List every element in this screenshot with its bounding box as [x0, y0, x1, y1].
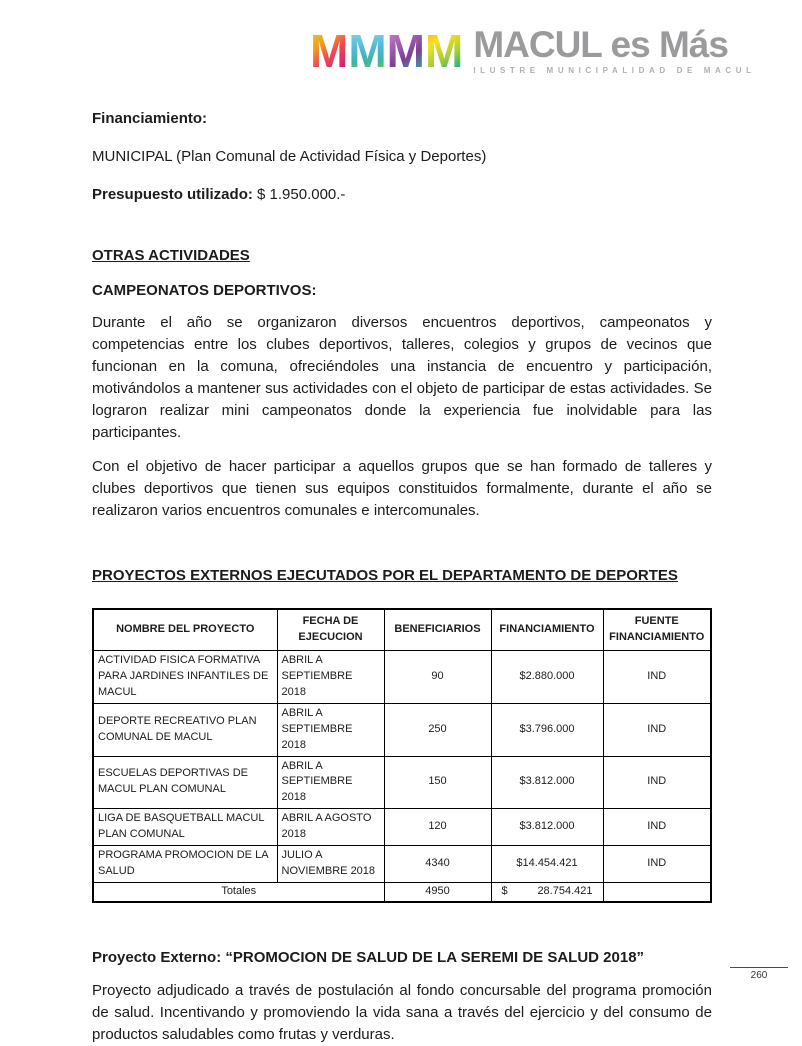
logo-m1-icon: M — [310, 25, 347, 77]
table-header-row — [93, 609, 711, 650]
col-header-fecha: FECHA DE EJECUCION — [277, 609, 384, 650]
page-number: 260 — [730, 967, 788, 981]
cell-beneficiarios: 4340 — [384, 846, 491, 883]
cell-beneficiarios: 120 — [384, 809, 491, 846]
totals-amount: 28.754.421 — [537, 885, 593, 898]
cell-nombre: ESCUELAS DEPORTIVAS DE MACUL PLAN COMUNAL — [93, 756, 277, 809]
col-header-financiamiento: FINANCIAMIENTO — [491, 609, 603, 650]
col-header-fuente: FUENTE FINANCIAMIENTO — [603, 609, 711, 650]
cell-nombre: PROGRAMA PROMOCION DE LA SALUD — [93, 846, 277, 883]
cell-nombre: ACTIVIDAD FISICA FORMATIVA PARA JARDINES INFANTILES DE MACUL — [93, 650, 277, 703]
cell-fuente: IND — [603, 809, 711, 846]
table-totals-row — [93, 883, 711, 902]
col-header-nombre: NOMBRE DEL PROYECTO — [93, 609, 277, 650]
document-body — [92, 0, 712, 1046]
presupuesto-line — [92, 186, 712, 203]
cell-financiamiento: $3.812.000 — [491, 809, 603, 846]
cell-fuente: IND — [603, 650, 711, 703]
logo-m2-icon: M — [348, 25, 385, 77]
campeonatos-heading: CAMPEONATOS DEPORTIVOS: — [92, 282, 317, 299]
cell-fecha: ABRIL A SEPTIEMBRE 2018 — [277, 756, 384, 809]
cell-fuente: IND — [603, 703, 711, 756]
proyectos-table — [92, 608, 712, 903]
cell-fecha: ABRIL A SEPTIEMBRE 2018 — [277, 650, 384, 703]
totals-financiamiento — [491, 883, 603, 902]
cell-financiamiento: $14.454.421 — [491, 846, 603, 883]
cell-fuente: IND — [603, 846, 711, 883]
logo-m4-icon: M — [424, 25, 462, 77]
presupuesto-label: Presupuesto utilizado: — [92, 186, 253, 203]
col-header-beneficiarios: BENEFICIARIOS — [384, 609, 491, 650]
cell-fuente: IND — [603, 756, 711, 809]
cell-nombre: LIGA DE BASQUETBALL MACUL PLAN COMUNAL — [93, 809, 277, 846]
cell-financiamiento: $3.812.000 — [491, 756, 603, 809]
proyecto-externo-paragraph: Proyecto adjudicado a través de postulación al fondo concursable del programa promoción de salud. Incentivando y promoviendo la vida sana a través del ejercicio y del consumo de productos saludables como frutas y verduras. — [92, 982, 712, 1043]
logo-tagline: ILUSTRE MUNICIPALIDAD DE MACUL — [473, 66, 756, 75]
table-row — [93, 809, 711, 846]
cell-nombre: DEPORTE RECREATIVO PLAN COMUNAL DE MACUL — [93, 703, 277, 756]
cell-fecha: JULIO A NOVIEMBRE 2018 — [277, 846, 384, 883]
table-row — [93, 756, 711, 809]
totals-empty-cell — [603, 883, 711, 902]
proyecto-externo-heading: Proyecto Externo: “PROMOCION DE SALUD DE LA SEREMI DE SALUD 2018” — [92, 949, 645, 966]
cell-financiamiento: $2.880.000 — [491, 650, 603, 703]
cell-beneficiarios: 150 — [384, 756, 491, 809]
totals-beneficiarios: 4950 — [384, 883, 491, 902]
totals-currency-symbol: $ — [501, 885, 508, 898]
financiamiento-label: Financiamiento: — [92, 110, 208, 127]
cell-beneficiarios: 90 — [384, 650, 491, 703]
table-row — [93, 650, 711, 703]
totals-label: Totales — [93, 883, 384, 902]
table-row — [93, 846, 711, 883]
logo-title: MACUL es Más — [473, 24, 728, 65]
presupuesto-value: $ 1.950.000.- — [252, 186, 346, 203]
proyectos-externos-heading: PROYECTOS EXTERNOS EJECUTADOS POR EL DEPARTAMENTO DE DEPORTES — [92, 567, 678, 584]
logo-m3-icon: M — [386, 25, 423, 77]
campeonatos-paragraph-2: Con el objetivo de hacer participar a aquellos grupos que se han formado de talleres y clubes deportivos que tienen sus equipos constituidos formalmente, durante el año se realizaron varios encuentros comunales e intercomunales. — [92, 458, 712, 519]
cell-financiamiento: $3.796.000 — [491, 703, 603, 756]
cell-beneficiarios: 250 — [384, 703, 491, 756]
financiamiento-value: MUNICIPAL (Plan Comunal de Actividad Física y Deportes) — [92, 148, 487, 165]
table-row — [93, 703, 711, 756]
campeonatos-paragraph-1: Durante el año se organizaron diversos encuentros deportivos, campeonatos y competencias entre los clubes deportivos, talleres, colegios y grupos de vecinos que funcionan en la comuna, ofreciéndoles una instancia de encuentro y participación, motivándolos a mantener sus actividades con el objeto de participar de estas actividades. Se lograron realizar mini campeonatos donde la experiencia fue inolvidable para las participantes. — [92, 314, 712, 441]
cell-fecha: ABRIL A AGOSTO 2018 — [277, 809, 384, 846]
cell-fecha: ABRIL A SEPTIEMBRE 2018 — [277, 703, 384, 756]
otras-actividades-heading: OTRAS ACTIVIDADES — [92, 247, 250, 264]
